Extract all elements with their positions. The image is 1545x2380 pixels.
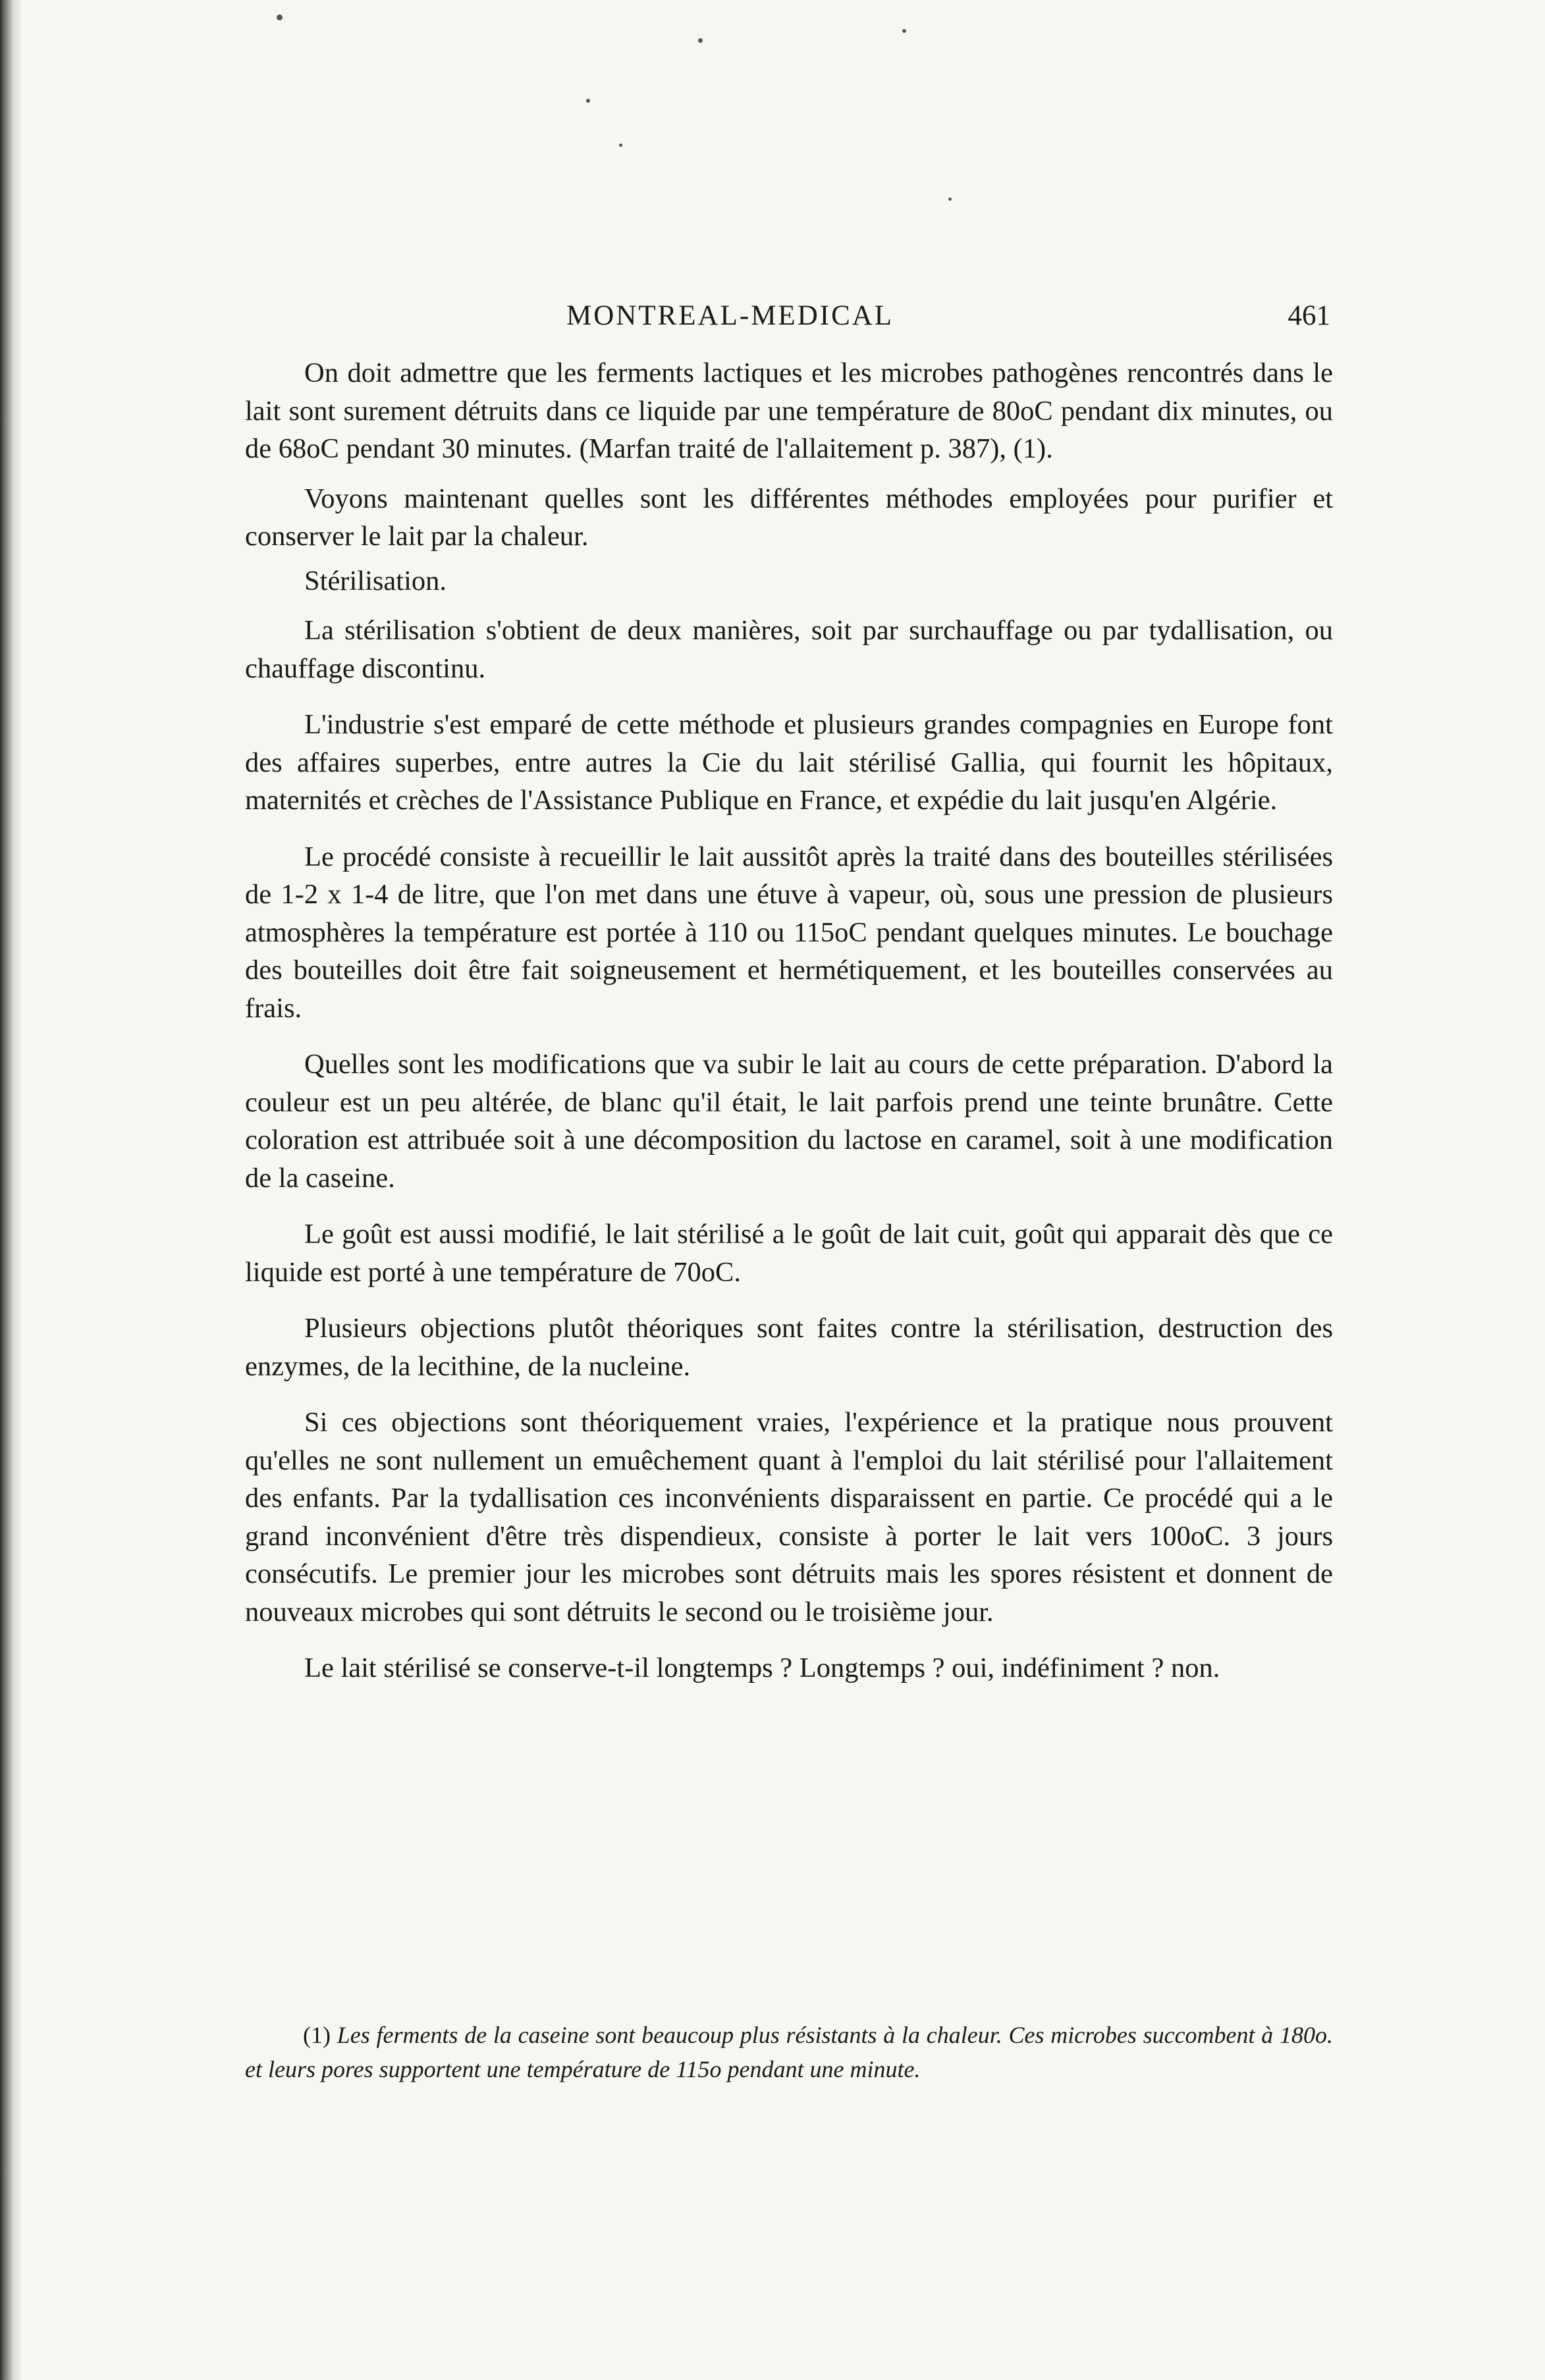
scan-speck xyxy=(902,29,906,33)
footnote xyxy=(245,2018,1333,2086)
scan-speck xyxy=(586,99,590,103)
paragraph: L'industrie s'est emparé de cette méthode et plusieurs grandes compagnies en Europe font des affaires superbes, entre autres la Cie du lait stérilisé Gallia, qui fournit les hôpitaux, maternités et crèches de l'Assistance Publique en France, et expédie du lait jusqu'en Algérie. xyxy=(245,709,1333,816)
paragraph: Plusieurs objections plutôt théoriques sont faites contre la stérilisation, destruction des enzymes, de la lecithine, de la nucleine. xyxy=(245,1313,1333,1382)
scan-speck xyxy=(277,14,283,20)
binding-edge xyxy=(0,0,22,2380)
footnote-text xyxy=(245,2018,1333,2086)
scan-speck xyxy=(619,144,622,147)
scan-speck xyxy=(698,38,703,43)
paragraph: On doit admettre que les ferments lactiques et les microbes pathogènes rencontrés dans le lait sont surement détruits dans ce liquide par une température de 80oC pendant dix minutes, ou de 68oC pendant 30 minutes. (Marfan traité de l'allaitement p. 387), (1). xyxy=(245,357,1333,464)
scan-speck xyxy=(948,198,952,201)
running-title: MONTREAL-MEDICAL xyxy=(566,300,894,331)
page-number: 461 xyxy=(1288,300,1330,331)
paragraph: Le procédé consiste à recueillir le lait aussitôt après la traité dans des bouteilles stérilisées de 1-2 x 1-4 de litre, que l'on met dans une étuve à vapeur, où, sous une pression de plusieurs atmosphères la température est portée à 110 ou 115oC pendant quelques minutes. Le bouchage des bouteilles doit être fait soigneusement et hermétiquement, et les bouteilles conservées au frais. xyxy=(245,841,1333,1024)
footnote-body: Les ferments de la caseine sont beaucoup plus résistants à la chaleur. Ces microbes succombent à 180o. et leurs pores supportent une température de 115o pendant une minute. xyxy=(245,2022,1334,2082)
page-header xyxy=(250,300,1330,346)
footnote-marker: (1) xyxy=(303,2022,331,2048)
paragraph: La stérilisation s'obtient de deux manières, soit par surchauffage ou par tydallisation, ou chauffage discontinu. xyxy=(245,615,1333,684)
paragraph: Le lait stérilisé se conserve-t-il longtemps ? Longtemps ? oui, indéfiniment ? non. xyxy=(304,1653,1220,1683)
body-text xyxy=(245,354,1333,1687)
paragraph: Quelles sont les modifications que va subir le lait au cours de cette préparation. D'abord la couleur est un peu altérée, de blanc qu'il était, le lait parfois prend une teinte brunâtre. Cette coloration est attribuée soit à une décomposition du lactose en caramel, soit à une modification de la caseine. xyxy=(245,1049,1333,1194)
paragraph: Le goût est aussi modifié, le lait stérilisé a le goût de lait cuit, goût qui apparait dès que ce liquide est porté à une température de 70oC. xyxy=(245,1219,1333,1288)
section-heading: Stérilisation. xyxy=(304,565,447,596)
paragraph: Voyons maintenant quelles sont les différentes méthodes employées pour purifier et conserver le lait par la chaleur. xyxy=(245,483,1333,552)
paragraph: Si ces objections sont théoriquement vraies, l'expérience et la pratique nous prouvent qu'elles ne sont nullement un emuêchement quant à l'emploi du lait stérilisé pour l'allaitement des enfants. Par la tydallisation ces inconvénients disparaissent en partie. Ce procédé qui a le grand inconvénient d'être très dispendieux, consiste à porter le lait vers 100oC. 3 jours consécutifs. Le premier jour les microbes sont détruits mais les spores résistent et donnent de nouveaux microbes qui sont détruits le second ou le troisième jour. xyxy=(245,1407,1333,1627)
